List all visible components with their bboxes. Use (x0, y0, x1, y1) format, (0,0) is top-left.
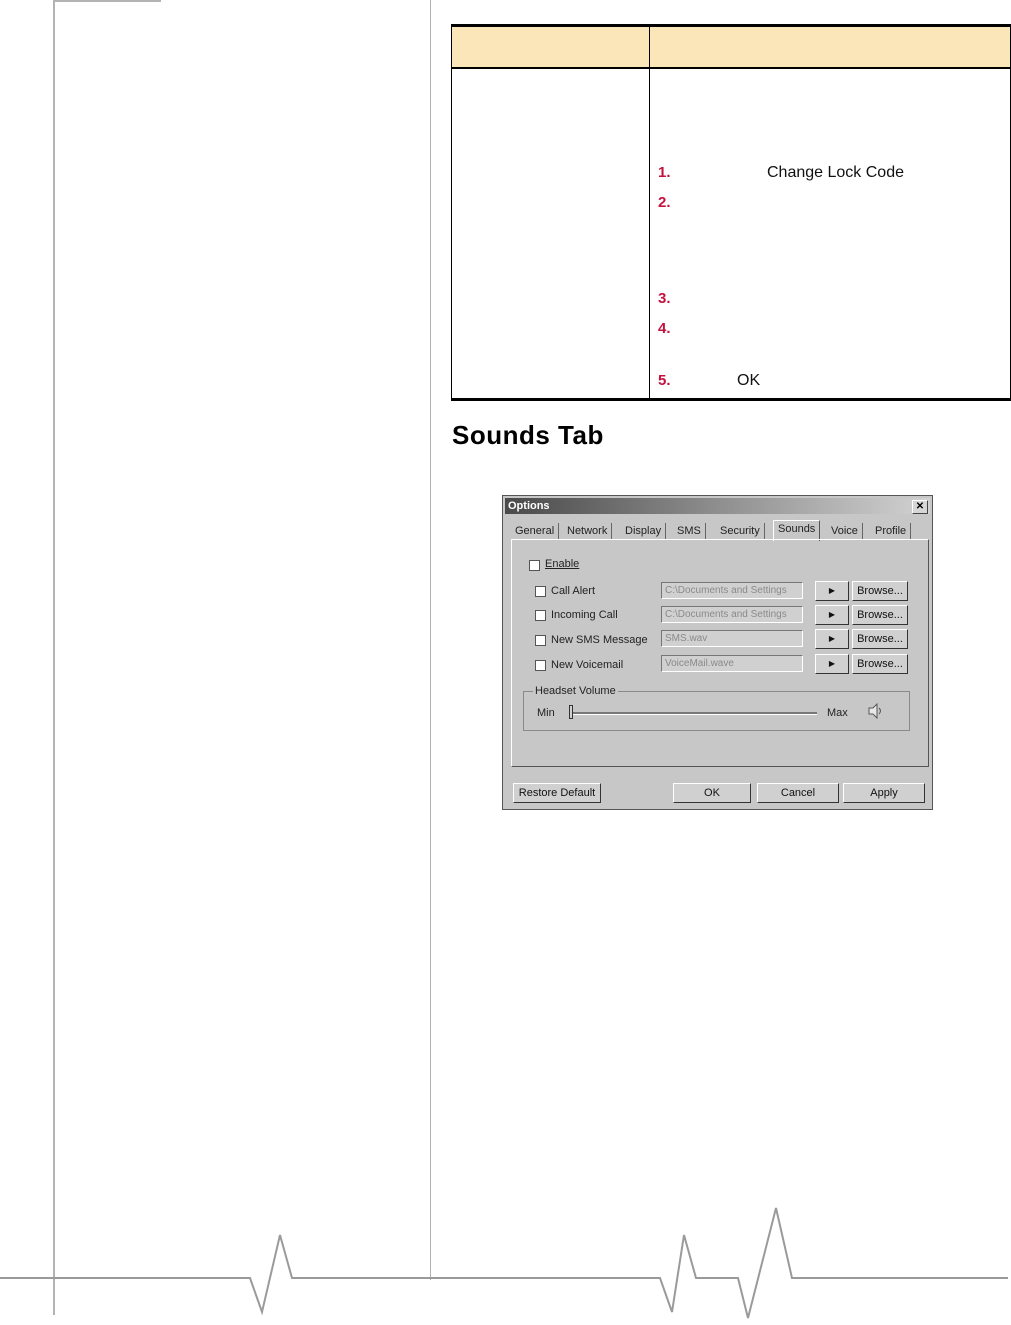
step-number: 3. (658, 290, 671, 307)
browse-button[interactable]: Browse... (852, 581, 908, 601)
play-button[interactable]: ▶ (815, 581, 849, 601)
sounds-panel (511, 539, 929, 767)
headset-volume-label: Headset Volume (535, 685, 616, 697)
incoming-call-label: Incoming Call (551, 609, 618, 621)
tab-general[interactable]: General (511, 523, 559, 539)
new-sms-checkbox[interactable] (535, 635, 546, 646)
tab-sms[interactable]: SMS (673, 523, 706, 539)
incoming-call-checkbox[interactable] (535, 610, 546, 621)
restore-default-button[interactable]: Restore Default (513, 783, 601, 803)
table-header (451, 27, 1011, 69)
ok-button[interactable]: OK (673, 783, 751, 803)
play-button[interactable]: ▶ (815, 629, 849, 649)
new-voicemail-checkbox[interactable] (535, 660, 546, 671)
section-title: Sounds Tab (452, 420, 604, 450)
left-margin-line (53, 0, 55, 1315)
speaker-icon (867, 703, 885, 719)
step-text: OK (737, 372, 761, 389)
step-number: 2. (658, 194, 671, 211)
call-alert-checkbox[interactable] (535, 586, 546, 597)
footer-pulse-line (0, 1200, 1011, 1325)
incoming-call-path-field[interactable]: C:\Documents and Settings (661, 606, 803, 623)
column-divider-line (430, 0, 431, 1280)
new-voicemail-path-field[interactable]: VoiceMail.wave (661, 655, 803, 672)
dialog-title: Options (508, 500, 550, 512)
tab-network[interactable]: Network (563, 523, 612, 539)
play-button[interactable]: ▶ (815, 605, 849, 625)
browse-button[interactable]: Browse... (852, 654, 908, 674)
step-number: 5. (658, 372, 671, 389)
new-voicemail-label: New Voicemail (551, 659, 624, 671)
cancel-button[interactable]: Cancel (757, 783, 839, 803)
new-sms-path-field[interactable]: SMS.wav (661, 630, 803, 647)
step-number: 1. (658, 164, 671, 181)
browse-button[interactable]: Browse... (852, 629, 908, 649)
tab-sounds[interactable]: Sounds (773, 520, 820, 541)
table-column-divider (649, 27, 650, 398)
step-number: 4. (658, 320, 671, 337)
close-icon[interactable]: ✕ (912, 500, 928, 514)
play-button[interactable]: ▶ (815, 654, 849, 674)
dialog-titlebar (505, 498, 930, 514)
step-text: Change Lock Code (767, 164, 904, 181)
call-alert-path-field[interactable]: C:\Documents and Settings (661, 582, 803, 599)
enable-label: Enable (545, 558, 580, 570)
tab-display[interactable]: Display (621, 523, 666, 539)
tab-strip (511, 520, 931, 540)
volume-min-label: Min (537, 707, 555, 719)
call-alert-label: Call Alert (551, 585, 596, 597)
lock-code-table (451, 24, 1011, 401)
apply-button[interactable]: Apply (843, 783, 925, 803)
tab-security[interactable]: Security (716, 523, 765, 539)
headset-volume-group (523, 691, 910, 731)
volume-slider-track[interactable] (569, 712, 817, 715)
new-sms-label: New SMS Message (551, 634, 648, 646)
volume-slider-thumb[interactable] (569, 705, 573, 719)
tab-profile[interactable]: Profile (871, 523, 911, 539)
top-corner-line (53, 0, 161, 2)
tab-voice[interactable]: Voice (827, 523, 863, 539)
browse-button[interactable]: Browse... (852, 605, 908, 625)
table-left-border (451, 27, 452, 398)
options-dialog (502, 495, 933, 810)
volume-max-label: Max (827, 707, 848, 719)
enable-checkbox[interactable] (529, 560, 540, 571)
